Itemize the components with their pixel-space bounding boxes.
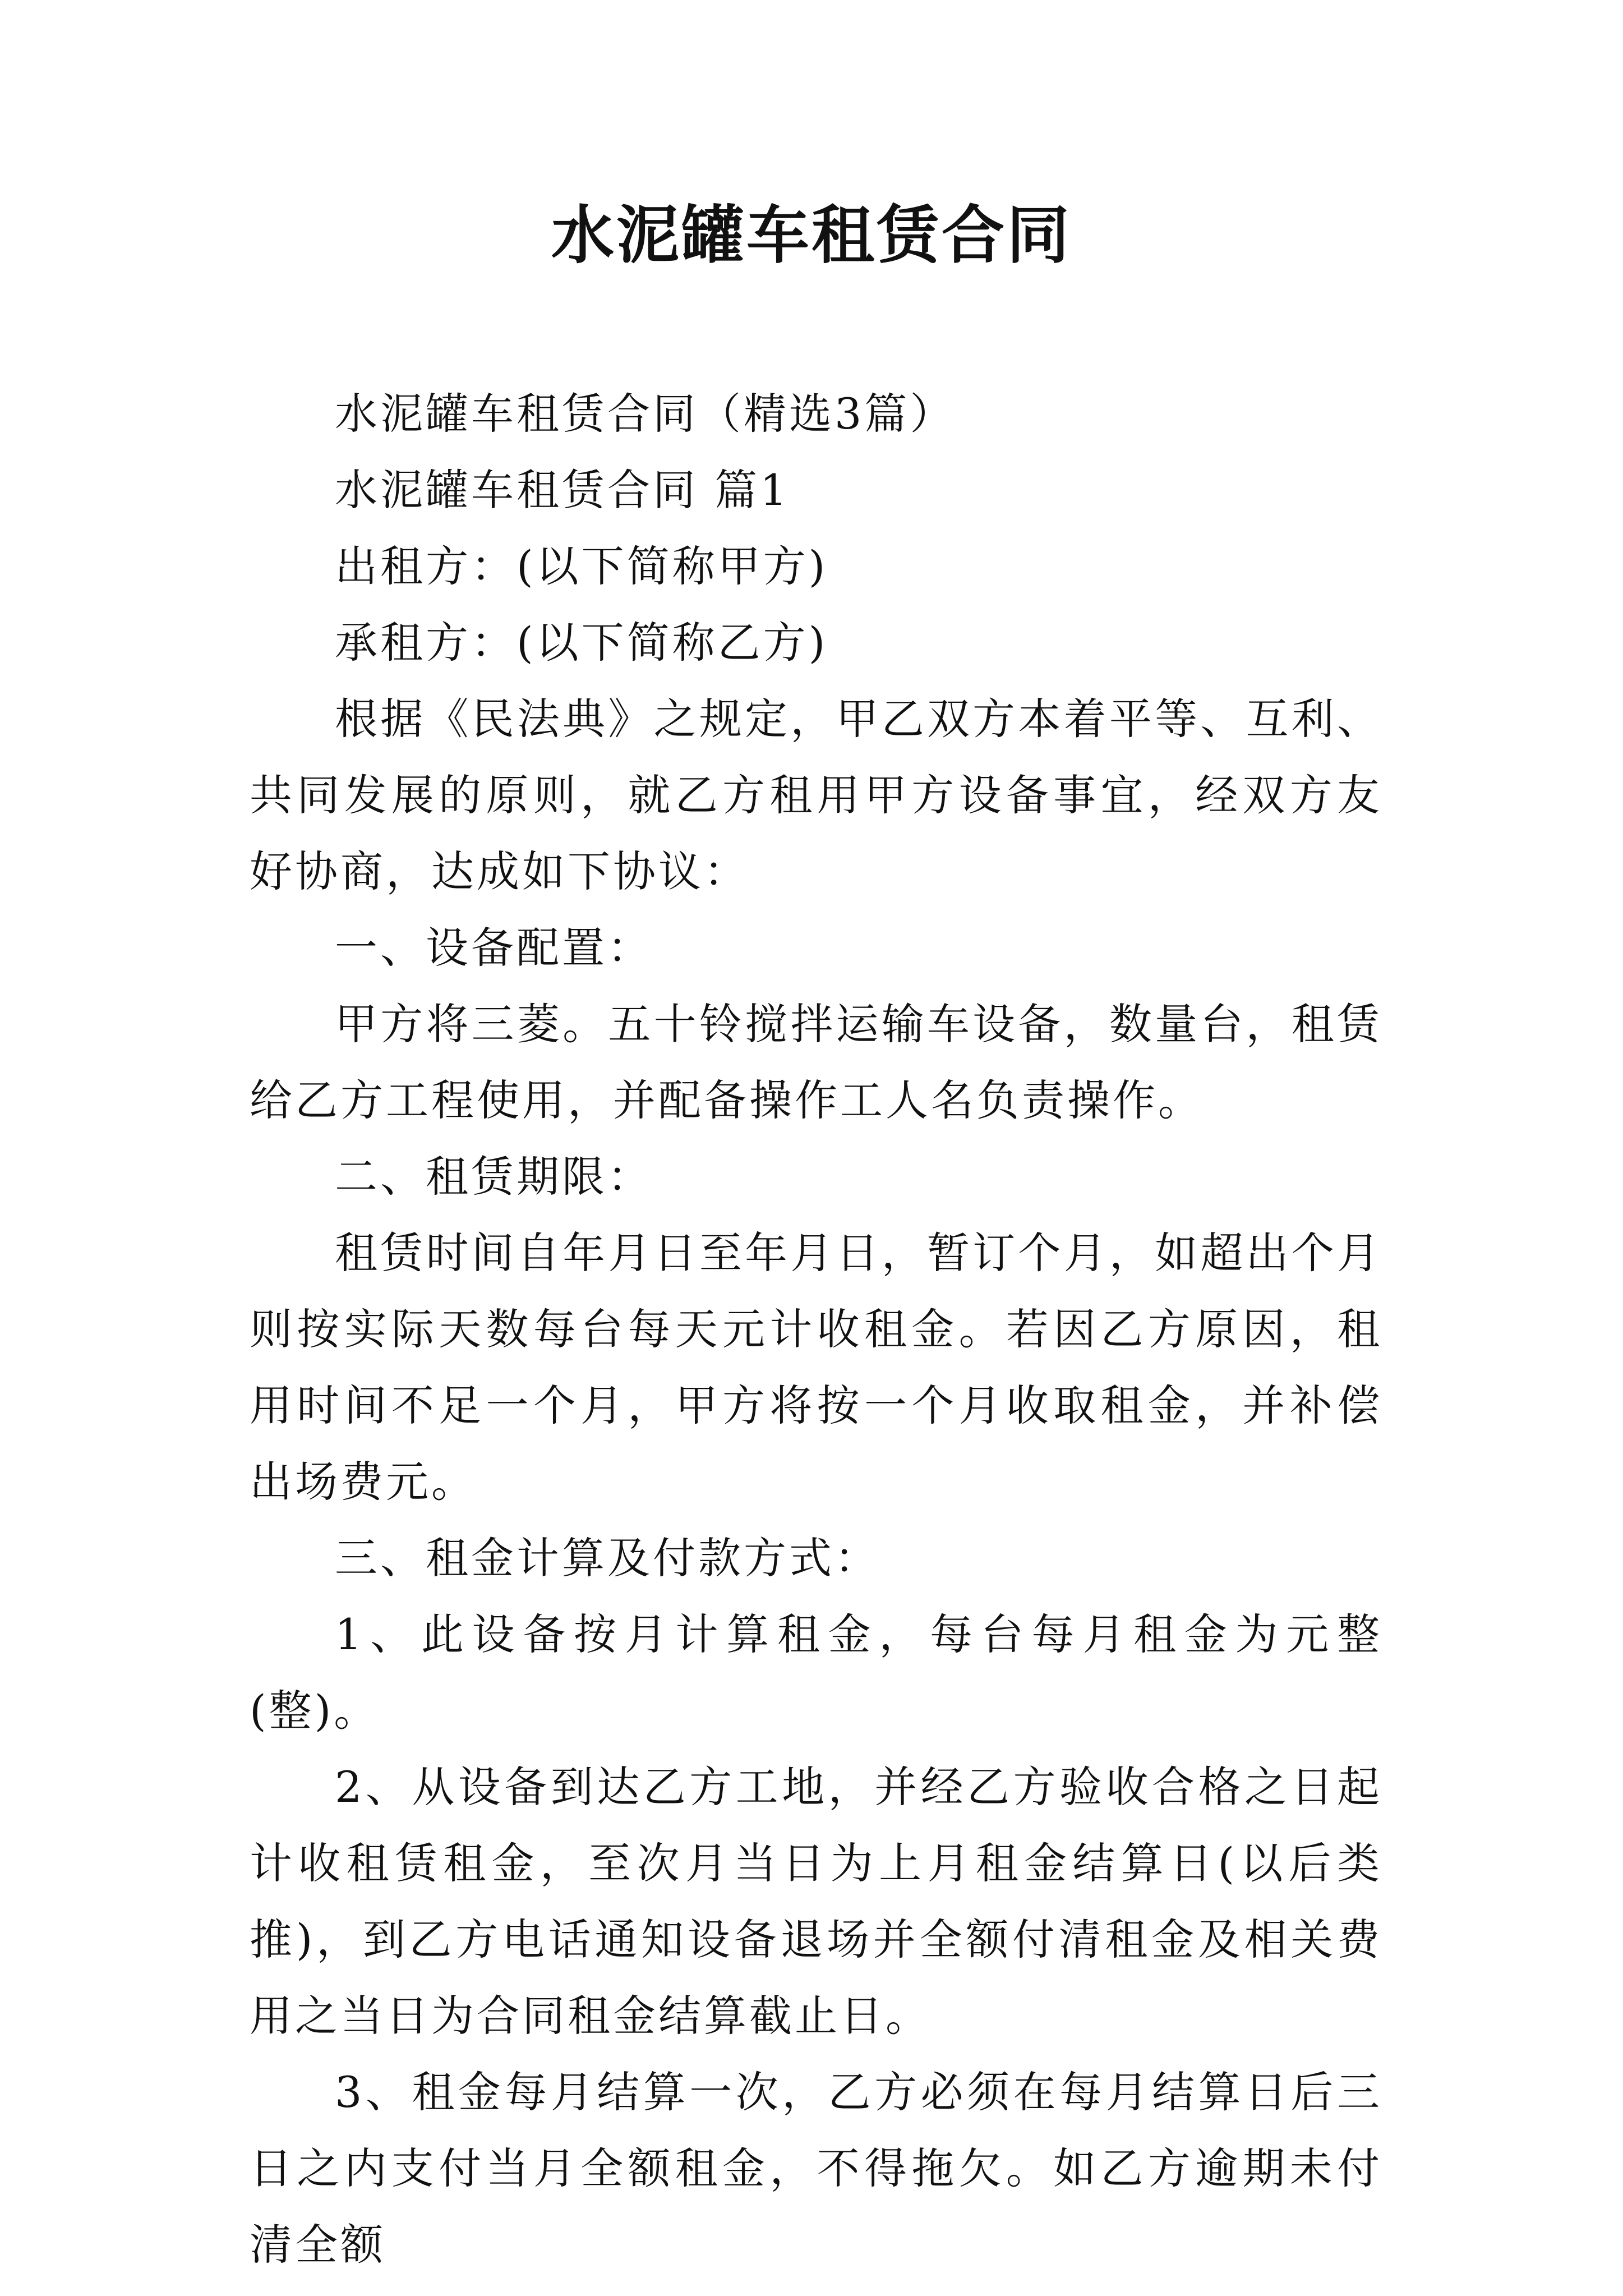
paragraph-lessee: 承租方：(以下简称乙方) [335,618,828,668]
paragraph-clause-heading-1: 一、设备配置： [335,923,653,973]
paragraph-clause-heading-3: 三、租金计算及付款方式： [335,1533,880,1583]
document-title: 水泥罐车租赁合同 [551,199,1072,272]
paragraph-section-heading: 水泥罐车租赁合同 篇1 [335,465,790,515]
paragraph-lessor: 出租方：(以下简称甲方) [335,541,828,591]
paragraph-rent-item-3: 3、租金每月结算一次，乙方必须在每月结算日后三日之内支付当月全额租金，不得拖欠。如乙方逾期未付清全额 [250,2067,1382,2270]
paragraph-preamble: 根据《民法典》之规定，甲乙双方本着平等、互利、共同发展的原则，就乙方租用甲方设备事宜，经双方友好协商，达成如下协议： [250,694,1382,896]
paragraph-rent-item-1: 1、此设备按月计算租金，每台每月租金为元整(整)。 [250,1609,1382,1736]
document-body [250,376,1382,2283]
paragraph-equipment: 甲方将三菱。五十铃搅拌运输车设备，数量台，租赁给乙方工程使用，并配备操作工人名负责操作。 [250,999,1382,1125]
paragraph-subtitle: 水泥罐车租赁合同（精选3篇） [335,389,956,439]
paragraph-rent-item-2: 2、从设备到达乙方工地，并经乙方验收合格之日起计收租赁租金，至次月当日为上月租金结算日(以后类推)，到乙方电话通知设备退场并全额付清租金及相关费用之当日为合同租金结算截止日。 [250,1762,1382,2041]
paragraph-clause-heading-2: 二、租赁期限： [335,1152,653,1202]
paragraph-lease-term: 租赁时间自年月日至年月日，暂订个月，如超出个月则按实际天数每台每天元计收租金。若因乙方原因，租用时间不足一个月，甲方将按一个月收取租金，并补偿出场费元。 [250,1228,1382,1507]
